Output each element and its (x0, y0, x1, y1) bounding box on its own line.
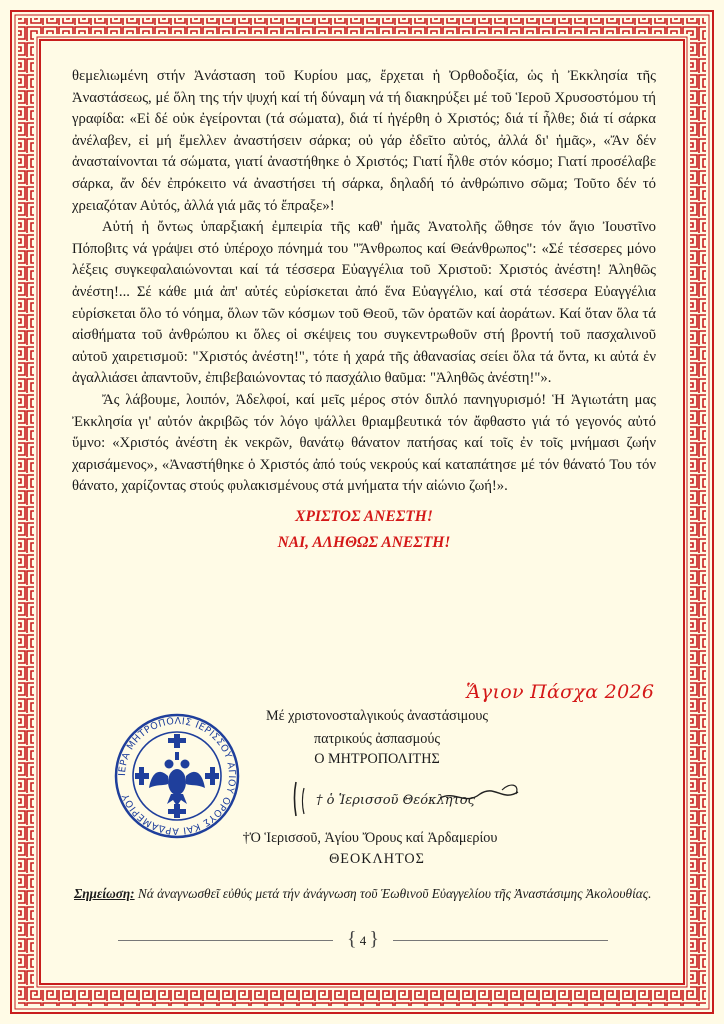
signature-text: † ὁ Ἱερισσοῦ Θεόκλητος (316, 793, 475, 808)
metropolis-seal-icon (113, 712, 241, 840)
paragraph-1: θεμελιωμένη στήν Ἀνάσταση τοῦ Κυρίου μας, ἔρχεται ἡ Ὀρθοδοξία, ὡς ἡ Ἐκκλησία τῆς Ἀναστάσεως, μέ ὅλη της τήν ψυχή καί τή δύναμη νά τή διακηρύξει μέ τοῦ Ἱεροῦ Χρυσοστόμου τή γραφίδα: «Εἰ δέ οὐκ ἐγείρονται (τά σώματα), διά τί ἠγέρθη ὁ Χριστός; διά τί ἦλθε; διά τί σάρκα ἀνέλαβεν, εἰ μή ἔμελλεν ἀναστήσειν σάρκα; οὐ γάρ ἐδεῖτο αὐτός, ἀλλά δι' ἡμᾶς», «Ἄν δέν ἀνασταίνονται τά σώματα, γιατί ἀναστήθηκε ὁ Χριστός; Γιατί ἦλθε στόν κόσμο; Γιατί προσέλαβε σάρκα, ἄν δέν ἐπρόκειτο νά ἀναστήσει τή σάρκα, δηλαδή τό ἀνθρώπινο σῶμα; Τοῦτο δέν τό χρειαζόταν Αὐτός, ἀλλά γιά μᾶς τό ἔπραξε»! (72, 68, 656, 214)
exclamation-christ-is-risen: ΧΡΙΣΤΟΣ ΑΝΕΣΤΗ! (295, 507, 433, 525)
handwritten-signature (290, 772, 530, 822)
paragraph-2: Αὐτή ἡ ὄντως ὑπαρξιακή ἐμπειρία τῆς καθ' ἡμᾶς Ἀνατολῆς ὤθησε τόν ἅγιο Ἰουστῖνο Πόποβιτς νά γράψει στό ὑπέροχο πόνημά του "Ἄνθρωπος καί Θεάνθρωπος": «Σέ τέσσερες μόνο λέξεις συγκεφαλαιώνονται καί τά τέσσερα Εὐαγγέλια τοῦ Χριστοῦ: Χριστός ἀνέστη! Ἀληθῶς ἀνέστη!... Σέ κάθε μιά ἀπ' αὐτές εὑρίσκεται ἀπό ἕνα Εὐαγγέλιο, καί στά τέσσερα Εὐαγγέλια εὑρίσκεται ὅλο τό νόημα, ὅλων τῶν κόσμων τοῦ Θεοῦ, τῶν ὁρατῶν καί ἀοράτων. Καί ὅταν ὅλα τά αἰσθήματα τοῦ ἀνθρώπου κι ὅλες οἱ σκέψεις του συγκεντρωθοῦν στή βροντή τοῦ πασχαλινοῦ αὐτοῦ χαιρετισμοῦ: "Χριστός ἀνέστη!", τότε ἡ χαρά τῆς ἀθανασίας σείει ὅλα τά ὄντα, κι αὐτά ἐν ἀγαλλιάσει ἀπαντοῦν, ἐπιβεβαιώνοντας τό πασχάλιο θαῦμα: "Ἀληθῶς ἀνέστη!"». (72, 219, 656, 387)
left-brace-icon: { (347, 928, 357, 950)
page-footer (118, 929, 608, 953)
greeting-line-1: Μέ χριστονοσταλγικούς ἀναστάσιμους (265, 708, 488, 724)
metropolitan-title: Ο ΜΗΤΡΟΠΟΛΙΤΗΣ (314, 751, 440, 767)
page-number-box (343, 929, 383, 953)
seal-text: ΙΕΡΑ ΜΗΤΡΟΠΟΛΙΣ ΙΕΡΙΣΣΟΥ ΑΓΙΟΥ ΟΡΟΥΣ ΚΑΙ ΑΡΔΑΜΕΡΙΟΥ (116, 715, 238, 837)
date-line: Ἅγιον Πάσχα 2026 (466, 681, 655, 703)
note (74, 884, 654, 903)
metropolitan-name: ΘΕΟΚΛΗΤΟΣ (329, 851, 425, 867)
paragraph-3: Ἄς λάβουμε, λοιπόν, Ἀδελφοί, καί μεῖς μέρος στόν διπλό πανηγυρισμό! Ἡ Ἁγιωτάτη μας Ἐκκλησία γι' αὐτόν ἀκριβῶς τόν λόγο ψάλλει θριαμβευτικά τόν ἄφθαστο γιά τό γεγονός αὐτό ὕμνο: «Χριστός ἀνέστη ἐκ νεκρῶν, θανάτῳ θάνατον πατήσας καί τοῖς ἐν τοῖς μνήμασι ζωήν χαρισάμενος», «Ἀναστήθηκε ὁ Χριστός ἀπό τούς νεκρούς καί καταπάτησε μέ τόν θάνατό Του τόν θάνατο, χαρίζοντας στούς φυλακισμένους στά μνήματα τήν αἰώνιο ζωή!». (72, 391, 656, 495)
footer-rule-left (118, 940, 333, 941)
note-label: Σημείωση: (74, 886, 135, 901)
greeting-line-2: πατρικούς ἀσπασμούς (314, 731, 440, 747)
metropolitan-see: †Ὁ Ἱερισσοῦ, Ἁγίου Ὄρους καί Ἀρδαμερίου (242, 830, 498, 846)
exclamation-truly-risen: ΝΑΙ, ΑΛΗΘΩΣ ΑΝΕΣΤΗ! (277, 533, 451, 551)
page-number: 4 (359, 933, 367, 948)
right-brace-icon: } (369, 928, 379, 950)
letter-body (72, 66, 656, 552)
note-text: Νά ἀναγνωσθεῖ εὐθύς μετά τήν ἀνάγνωση τοῦ Ἑωθινοῦ Εὐαγγελίου τῆς Ἀναστάσιμης Ἀκολουθίας. (137, 886, 652, 901)
footer-rule-right (393, 940, 608, 941)
